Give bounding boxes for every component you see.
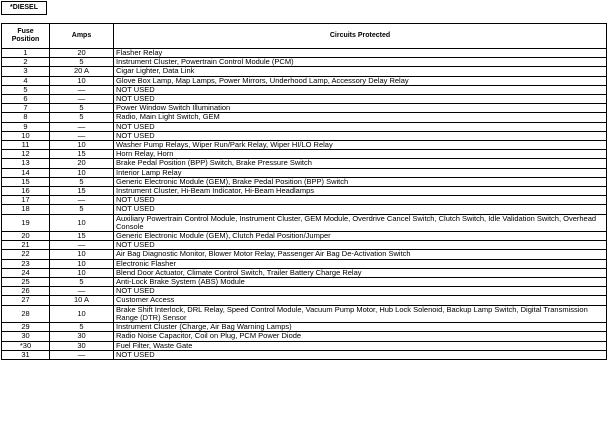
header-amps: Amps: [50, 24, 114, 49]
amps-cell: —: [50, 196, 114, 205]
fuse-position-cell: 14: [2, 168, 50, 177]
amps-cell: 10: [50, 214, 114, 231]
circuits-cell: NOT USED: [114, 85, 607, 94]
fuse-position-cell: 30: [2, 332, 50, 341]
amps-cell: 30: [50, 332, 114, 341]
table-row: [2, 214, 607, 231]
circuits-cell: Instrument Cluster, Powertrain Control Module (PCM): [114, 58, 607, 67]
circuits-cell: Customer Access: [114, 296, 607, 305]
fuse-position-cell: 2: [2, 58, 50, 67]
circuits-cell: Generic Electronic Module (GEM), Brake Pedal Position (BPP) Switch: [114, 177, 607, 186]
table-row: [2, 278, 607, 287]
circuits-cell: Horn Relay, Horn: [114, 150, 607, 159]
fuse-position-cell: 1: [2, 49, 50, 58]
fuse-position-cell: 3: [2, 67, 50, 76]
amps-cell: 10: [50, 141, 114, 150]
circuits-cell: Brake Shift Interlock, DRL Relay, Speed Control Module, Vacuum Pump Motor, Hub Lock Solenoid, Backup Lamp Switch, Digital Transmission Range (DTR) Sensor: [114, 305, 607, 322]
amps-cell: 10: [50, 250, 114, 259]
table-row: [2, 350, 607, 359]
circuits-cell: Blend Door Actuator, Climate Control Switch, Trailer Battery Charge Relay: [114, 268, 607, 277]
amps-cell: 15: [50, 232, 114, 241]
circuits-cell: Radio Noise Capacitor, Coil on Plug, PCM Power Diode: [114, 332, 607, 341]
fuse-position-cell: 13: [2, 159, 50, 168]
fuse-table: [1, 23, 607, 360]
table-row: [2, 76, 607, 85]
table-row: [2, 287, 607, 296]
diesel-note-label: *DIESEL: [1, 1, 47, 15]
table-row: [2, 159, 607, 168]
fuse-position-cell: 4: [2, 76, 50, 85]
circuits-cell: Brake Pedal Position (BPP) Switch, Brake Pressure Switch: [114, 159, 607, 168]
fuse-position-cell: 11: [2, 141, 50, 150]
circuits-cell: NOT USED: [114, 205, 607, 214]
fuse-position-cell: *30: [2, 341, 50, 350]
table-row: [2, 196, 607, 205]
table-row: [2, 323, 607, 332]
amps-cell: —: [50, 287, 114, 296]
amps-cell: 10: [50, 168, 114, 177]
table-row: [2, 250, 607, 259]
amps-cell: 5: [50, 205, 114, 214]
circuits-cell: Instrument Cluster (Charge, Air Bag Warning Lamps): [114, 323, 607, 332]
table-row: [2, 141, 607, 150]
table-row: [2, 341, 607, 350]
circuits-cell: Air Bag Diagnostic Monitor, Blower Motor Relay, Passenger Air Bag De-Activation Switch: [114, 250, 607, 259]
fuse-position-cell: 27: [2, 296, 50, 305]
amps-cell: 15: [50, 187, 114, 196]
fuse-position-cell: 22: [2, 250, 50, 259]
circuits-cell: NOT USED: [114, 122, 607, 131]
fuse-position-cell: 21: [2, 241, 50, 250]
header-fuse-position: Fuse Position: [2, 24, 50, 49]
circuits-cell: Auxiliary Powertrain Control Module, Instrument Cluster, GEM Module, Overdrive Cancel Switch, Clutch Switch, Idle Validation Switch, Overhead Console: [114, 214, 607, 231]
table-row: [2, 58, 607, 67]
table-row: [2, 296, 607, 305]
circuits-cell: Instrument Cluster, Hi-Beam Indicator, Hi-Beam Headlamps: [114, 187, 607, 196]
amps-cell: —: [50, 350, 114, 359]
circuits-cell: NOT USED: [114, 196, 607, 205]
fuse-position-cell: 31: [2, 350, 50, 359]
fuse-position-cell: 28: [2, 305, 50, 322]
amps-cell: 5: [50, 113, 114, 122]
fuse-position-cell: 16: [2, 187, 50, 196]
header-circuits-protected: Circuits Protected: [114, 24, 607, 49]
amps-cell: 5: [50, 58, 114, 67]
table-row: [2, 95, 607, 104]
amps-cell: 20 A: [50, 67, 114, 76]
table-row: [2, 131, 607, 140]
fuse-position-cell: 8: [2, 113, 50, 122]
circuits-cell: Cigar Lighter, Data Link: [114, 67, 607, 76]
fuse-position-cell: 29: [2, 323, 50, 332]
amps-cell: 30: [50, 341, 114, 350]
circuits-cell: NOT USED: [114, 241, 607, 250]
amps-cell: —: [50, 122, 114, 131]
circuits-cell: NOT USED: [114, 131, 607, 140]
table-row: [2, 332, 607, 341]
amps-cell: 5: [50, 177, 114, 186]
fuse-position-cell: 17: [2, 196, 50, 205]
amps-cell: 10: [50, 259, 114, 268]
amps-cell: —: [50, 131, 114, 140]
circuits-cell: Anti-Lock Brake System (ABS) Module: [114, 278, 607, 287]
circuits-cell: Radio, Main Light Switch, GEM: [114, 113, 607, 122]
fuse-position-cell: 19: [2, 214, 50, 231]
table-row: [2, 168, 607, 177]
amps-cell: 20: [50, 159, 114, 168]
fuse-position-cell: 15: [2, 177, 50, 186]
amps-cell: 10: [50, 76, 114, 85]
amps-cell: 15: [50, 150, 114, 159]
table-header-row: [2, 24, 607, 49]
circuits-cell: Generic Electronic Module (GEM), Clutch Pedal Position/Jumper: [114, 232, 607, 241]
fuse-position-cell: 24: [2, 268, 50, 277]
amps-cell: 10 A: [50, 296, 114, 305]
table-row: [2, 104, 607, 113]
amps-cell: —: [50, 241, 114, 250]
amps-cell: —: [50, 85, 114, 94]
amps-cell: 10: [50, 305, 114, 322]
circuits-cell: Glove Box Lamp, Map Lamps, Power Mirrors, Underhood Lamp, Accessory Delay Relay: [114, 76, 607, 85]
table-row: [2, 205, 607, 214]
circuits-cell: Flasher Relay: [114, 49, 607, 58]
fuse-position-cell: 20: [2, 232, 50, 241]
circuits-cell: Interior Lamp Relay: [114, 168, 607, 177]
fuse-position-cell: 12: [2, 150, 50, 159]
fuse-position-cell: 23: [2, 259, 50, 268]
circuits-cell: Fuel Filter, Waste Gate: [114, 341, 607, 350]
table-row: [2, 268, 607, 277]
fuse-position-cell: 25: [2, 278, 50, 287]
table-row: [2, 67, 607, 76]
fuse-position-cell: 7: [2, 104, 50, 113]
amps-cell: 5: [50, 104, 114, 113]
circuits-cell: Washer Pump Relays, Wiper Run/Park Relay, Wiper HI/LO Relay: [114, 141, 607, 150]
fuse-position-cell: 10: [2, 131, 50, 140]
circuits-cell: NOT USED: [114, 287, 607, 296]
table-row: [2, 241, 607, 250]
table-row: [2, 177, 607, 186]
table-row: [2, 49, 607, 58]
amps-cell: 20: [50, 49, 114, 58]
amps-cell: 5: [50, 278, 114, 287]
table-row: [2, 113, 607, 122]
fuse-position-cell: 26: [2, 287, 50, 296]
amps-cell: 10: [50, 268, 114, 277]
table-row: [2, 122, 607, 131]
amps-cell: 5: [50, 323, 114, 332]
table-row: [2, 232, 607, 241]
fuse-position-cell: 9: [2, 122, 50, 131]
table-row: [2, 305, 607, 322]
fuse-position-cell: 6: [2, 95, 50, 104]
circuits-cell: Electronic Flasher: [114, 259, 607, 268]
circuits-cell: NOT USED: [114, 95, 607, 104]
table-row: [2, 85, 607, 94]
table-row: [2, 150, 607, 159]
fuse-position-cell: 5: [2, 85, 50, 94]
table-body: [2, 49, 607, 360]
circuits-cell: Power Window Switch Illumination: [114, 104, 607, 113]
fuse-position-cell: 18: [2, 205, 50, 214]
table-row: [2, 259, 607, 268]
amps-cell: —: [50, 95, 114, 104]
table-row: [2, 187, 607, 196]
circuits-cell: NOT USED: [114, 350, 607, 359]
